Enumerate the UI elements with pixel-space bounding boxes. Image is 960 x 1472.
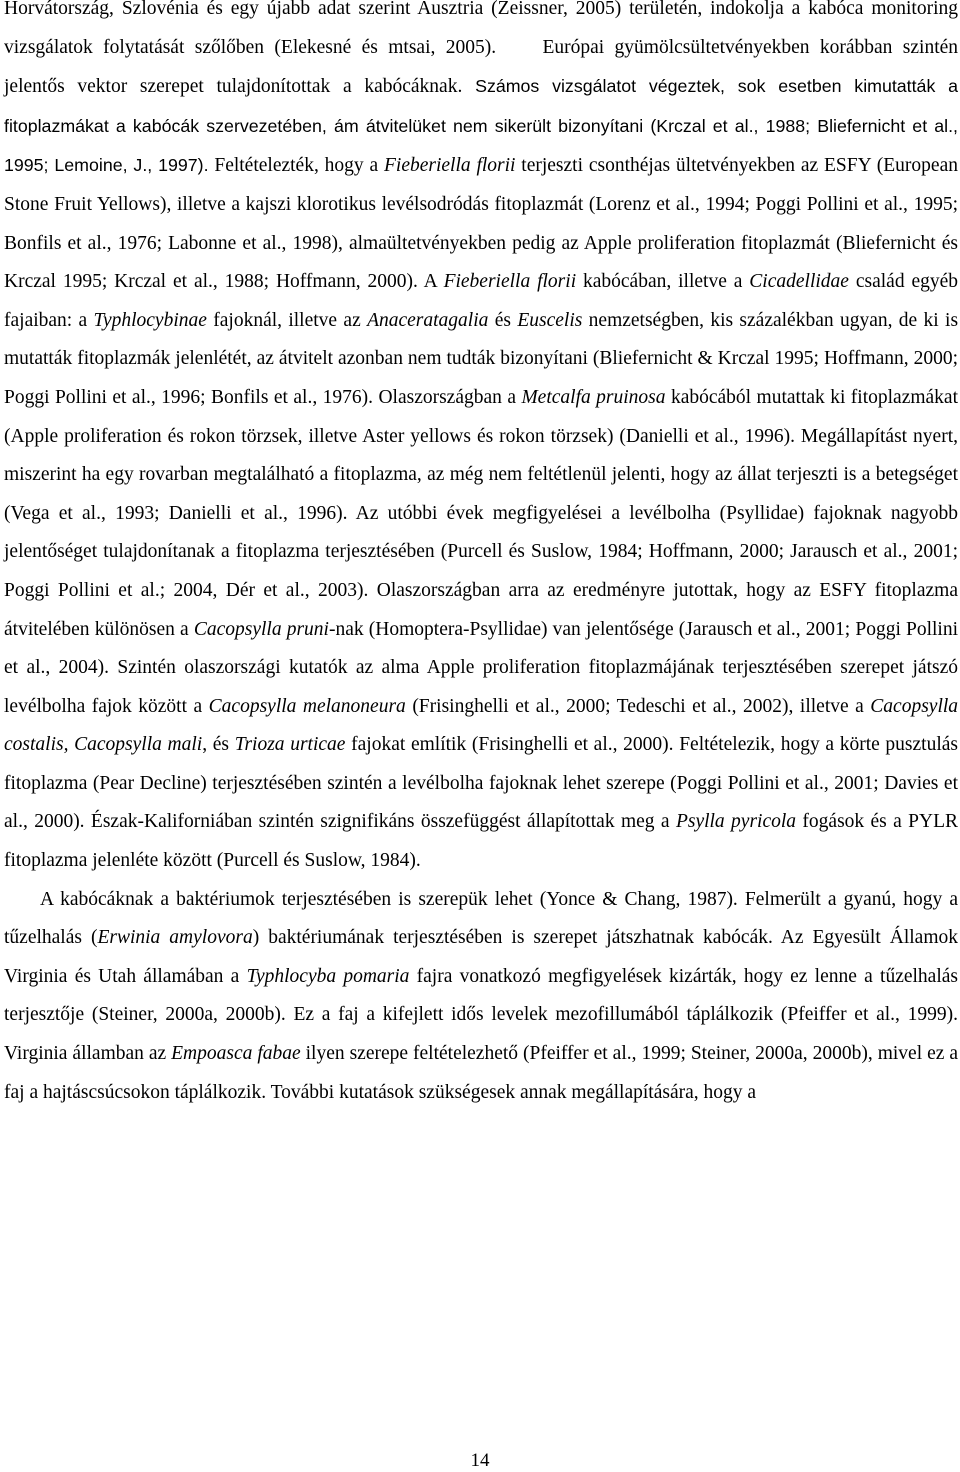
text-segment: ) baktériumának terjesztésében is szerepet játszhatnak kabócák. Az Egyesült Államok Virginia és Utah államában a xyxy=(4,927,958,987)
text-segment: és xyxy=(494,309,511,331)
species-name: Cacopsylla costalis, Cacopsylla mali xyxy=(4,695,959,756)
species-name: Fieberiella florii xyxy=(383,155,516,177)
species-name: Empoasca fabae xyxy=(171,1043,301,1065)
genus-name: Euscelis xyxy=(517,309,583,331)
paragraph xyxy=(4,881,958,1113)
species-name: Psylla pyricola xyxy=(675,811,797,833)
text-segment: terjeszti csonthéjas ültetvényekben az ESFY (European Stone Fruit Yellows), illetve a kajszi klorotikus levélsodródás fitoplazmát (Lorenz et al., 1994; Poggi Pollini et al., 1995; Bonfils et al., 1976; Labonne et al., 1998), almaültetvényekben pedig az Apple proliferation fitoplazmát (Bliefernicht és Krczal 1995; Krczal et al., 1988; Hoffmann, 2000). A xyxy=(4,155,958,293)
text-segment: ilyen szerepe feltételezhető (Pfeiffer et al., 1999; Steiner, 2000a, 2000b), mivel ez a faj a hajtáscsúcsokon táplálkozik. További kutatások szükségesek annak megállapítására, hogy a xyxy=(4,1043,959,1103)
text-segment: A kabócáknak a baktériumok terjesztésében is szerepük lehet (Yonce & Chang, 1987). Felmerült a gyanú, hogy a tűzelhalás ( xyxy=(4,888,958,949)
text-segment: család egyéb fajaiban: a xyxy=(4,271,959,331)
text-segment: , és xyxy=(202,734,230,756)
text-segment-sans: Számos vizsgálatot végeztek, sok esetben kimutatták a fitoplazmákat a kabócák szervezetében, ám átvitelüket nem sikerült bizonyítani (Krczal et al., 1988; Bliefernicht et al., 1995; Lemoine, J., 1997). xyxy=(4,76,959,176)
text-segment: -nak (Homoptera-Psyllidae) van jelentősége (Jarausch et al., 2001; Poggi Pollini et al., 2004). Szintén olaszországi kutatók az alma Apple proliferation fitoplazmájának terjesztésében szerepet játszó levélbolha fajok között a xyxy=(4,618,959,717)
page-number: 14 xyxy=(470,1450,490,1471)
family-name: Cicadellidae xyxy=(749,271,849,293)
text-segment: Horvátország, Szlovénia és egy újabb adat szerint Ausztria (Zeissner, 2005) területén, indokolja a kabóca monitoring vizsgálatok folytatását szőlőben (Elekesné és mtsai, 2005). xyxy=(4,0,958,58)
species-name: Cacopsylla melanoneura xyxy=(208,695,406,717)
text-segment: fajra vonatkozó megfigyelések kizárták, hogy ez lenne a tűzelhalás terjesztője (Steiner, 2000a, 2000b). Ez a faj a kifejlett idős levelek mezofillumából táplálkozik (Pfeiffer et al., 1999). Virginia államban az xyxy=(4,965,958,1065)
species-name: Typhlocyba pomaria xyxy=(246,965,410,987)
text-segment: nemzetségben, kis százalékban ugyan, de ki is mutatták fitoplazmák jelenlétét, az átvitelt azonban nem tudták bizonyítani (Bliefernicht & Krczal 1995; Hoffmann, 2000; Poggi Pollini et al., 1996; Bonfils et al., 1976). Olaszországban a xyxy=(4,309,959,408)
species-name: Metcalfa pruinosa xyxy=(521,386,666,408)
text-segment: Európai gyümölcsültetvényekben korábban szintén jelentős vektor szerepet tulajdonítottak a kabócáknak. xyxy=(4,36,959,98)
text-segment: kabócában, illetve a xyxy=(583,271,743,293)
subfamily-name: Typhlocybinae xyxy=(93,309,207,331)
genus-name: Anaceratagalia xyxy=(367,309,489,331)
paragraph-continued xyxy=(4,0,958,881)
species-name: Fieberiella florii xyxy=(443,271,577,293)
species-name: Trioza urticae xyxy=(234,734,346,756)
text-segment: kabócából mutattak ki fitoplazmákat (Apple proliferation és rokon törzsek, illetve Aster yellows és rokon törzsek) (Danielli et al., 1996). Megállapítást nyert, miszerint ha egy rovarban megtalálható a fitoplazma, az még nem feltétlenül jelenti, hogy az állat terjeszti is a betegséget (Vega et al., 1993; Danielli et al., 1996). Az utóbbi évek megfigyelései a levélbolha (Psyllidae) fajoknak nagyobb jelentőséget tulajdonítanak a fitoplazma terjesztésében (Purcell és Suslow, 1984; Hoffmann, 2000; Jarausch et al., 2001; Poggi Pollini et al.; 2004, Dér et al., 2003). Olaszországban arra az eredményre jutottak, hogy az ESFY fitoplazma átvitelében különösen a xyxy=(4,386,959,640)
species-name: Erwinia amylovora xyxy=(97,927,253,949)
body-text xyxy=(4,0,958,1112)
text-segment: fajoknál, illetve az xyxy=(213,309,361,331)
species-name: Cacopsylla pruni xyxy=(193,618,329,640)
text-segment: (Frisinghelli et al., 2000; Tedeschi et al., 2002), illetve a xyxy=(412,695,864,717)
text-segment: fajokat említik (Frisinghelli et al., 2000). Feltételezik, hogy a körte pusztulás fitoplazma (Pear Decline) terjesztésében szintén a levélbolha fajoknak lehet szerepe (Poggi Pollini et al., 2001; Davies et al., 2000). Észak-Kaliforniában szintén szignifikáns összefüggést állapítottak meg a xyxy=(4,734,959,833)
text-segment: Feltételezték, hogy a xyxy=(214,155,379,177)
text-segment: fogások és a PYLR fitoplazma jelenléte között (Purcell és Suslow, 1984). xyxy=(4,811,959,872)
